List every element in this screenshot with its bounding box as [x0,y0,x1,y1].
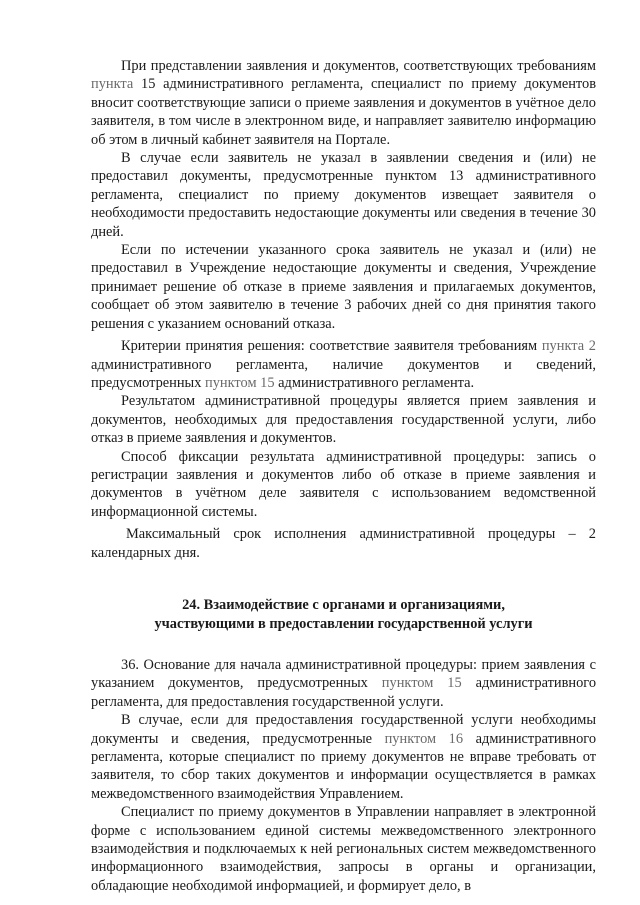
text-run: 15 административного регламента, специалист по приему документов вносит соответствующие записи о приеме заявления и документов в учётное дело заявителя, в том числе в электронном виде, и направляет заявителю информацию об этом в личный кабинет заявителя на Портале. [91,76,596,148]
text-run: Результатом административной процедуры является прием заявления и документов, необходимых для предоставления государственной услуги, либо отказ в приеме заявления и документов. [91,393,596,447]
regulation-link[interactable]: пункта [91,76,134,93]
section-heading [91,596,596,634]
paragraph-result [91,392,596,447]
paragraph-refusal [91,241,596,333]
text-run: Максимальный срок исполнения административной процедуры – 2 календарных дня. [91,526,596,561]
regulation-link[interactable]: пунктом 15 [381,675,462,692]
text-run: административного регламента, наличие документов и сведений, предусмотренных [91,356,596,391]
text-run: Специалист по приему документов в Управлении направляет в электронной форме с использованием единой системы межведомственного электронного взаимодействия и подключаемых к ней региональных систем межведомственного информационного взаимодействия, запросы в органы и организации, обладающие необходимой информацией, и формирует дело, в [91,804,596,894]
text-run: В случае если заявитель не указал в заявлении сведения и (или) не предоставил документы, предусмотренные пунктом 13 административного регламента, специалист по приему документов извещает заявителя о необходимости предоставить недостающие документы или сведения в течение 30 дней. [91,150,596,240]
text-run: При представлении заявления и документов, соответствующих требованиям [121,58,596,74]
text-run: административного регламента. [274,374,475,391]
text-run: 36. Основание для начала административной процедуры: прием заявления с указанием документов, предусмотренных [91,656,596,692]
paragraph-submission [91,57,596,149]
paragraph-fixation [91,448,596,522]
section-heading-line: 24. Взаимодействие с органами и организациями, [182,596,505,613]
paragraph-interagency [91,711,596,803]
text-run: административного регламента, которые специалист по приему документов не вправе требовать от заявителя, то сбор таких документов и информации осуществляется в рамках межведомственного взаимодействия Управлением. [91,730,597,802]
paragraph-missing-info [91,149,596,241]
regulation-link[interactable]: пункта 2 [541,338,596,355]
paragraph-36-basis [91,656,596,711]
regulation-link[interactable]: пунктом 16 [384,730,464,747]
text-run: Если по истечении указанного срока заявитель не указал и (или) не предоставил в Учреждение недостающие документы и сведения, Учреждение принимает решение об отказе в приеме заявления и прилагаемых документов, сообщает об этом заявителю в течение 3 рабочих дней со дня принятия такого решения с указанием оснований отказа. [91,242,596,332]
paragraph-criteria [91,337,596,392]
regulation-link[interactable]: пунктом 15 [205,374,275,391]
text-run: Критерии принятия решения: соответствие заявителя требованиям [121,338,542,355]
text-run: административного регламента, для предоставления государственной услуги. [91,675,597,710]
text-run: В случае, если для предоставления государственной услуги необходимы документы и сведения, предусмотренные [91,712,596,747]
text-run: Способ фиксации результата административной процедуры: запись о регистрации заявления и документов либо об отказе в приеме заявления и документов в учётном деле заявителя с использованием ведомственной информационной системы. [91,448,596,520]
document-page [91,57,596,895]
paragraph-deadline [91,525,596,562]
section-heading-line: участвующими в предоставлении государственной услуги [154,615,533,632]
paragraph-specialist-requests [91,803,596,895]
